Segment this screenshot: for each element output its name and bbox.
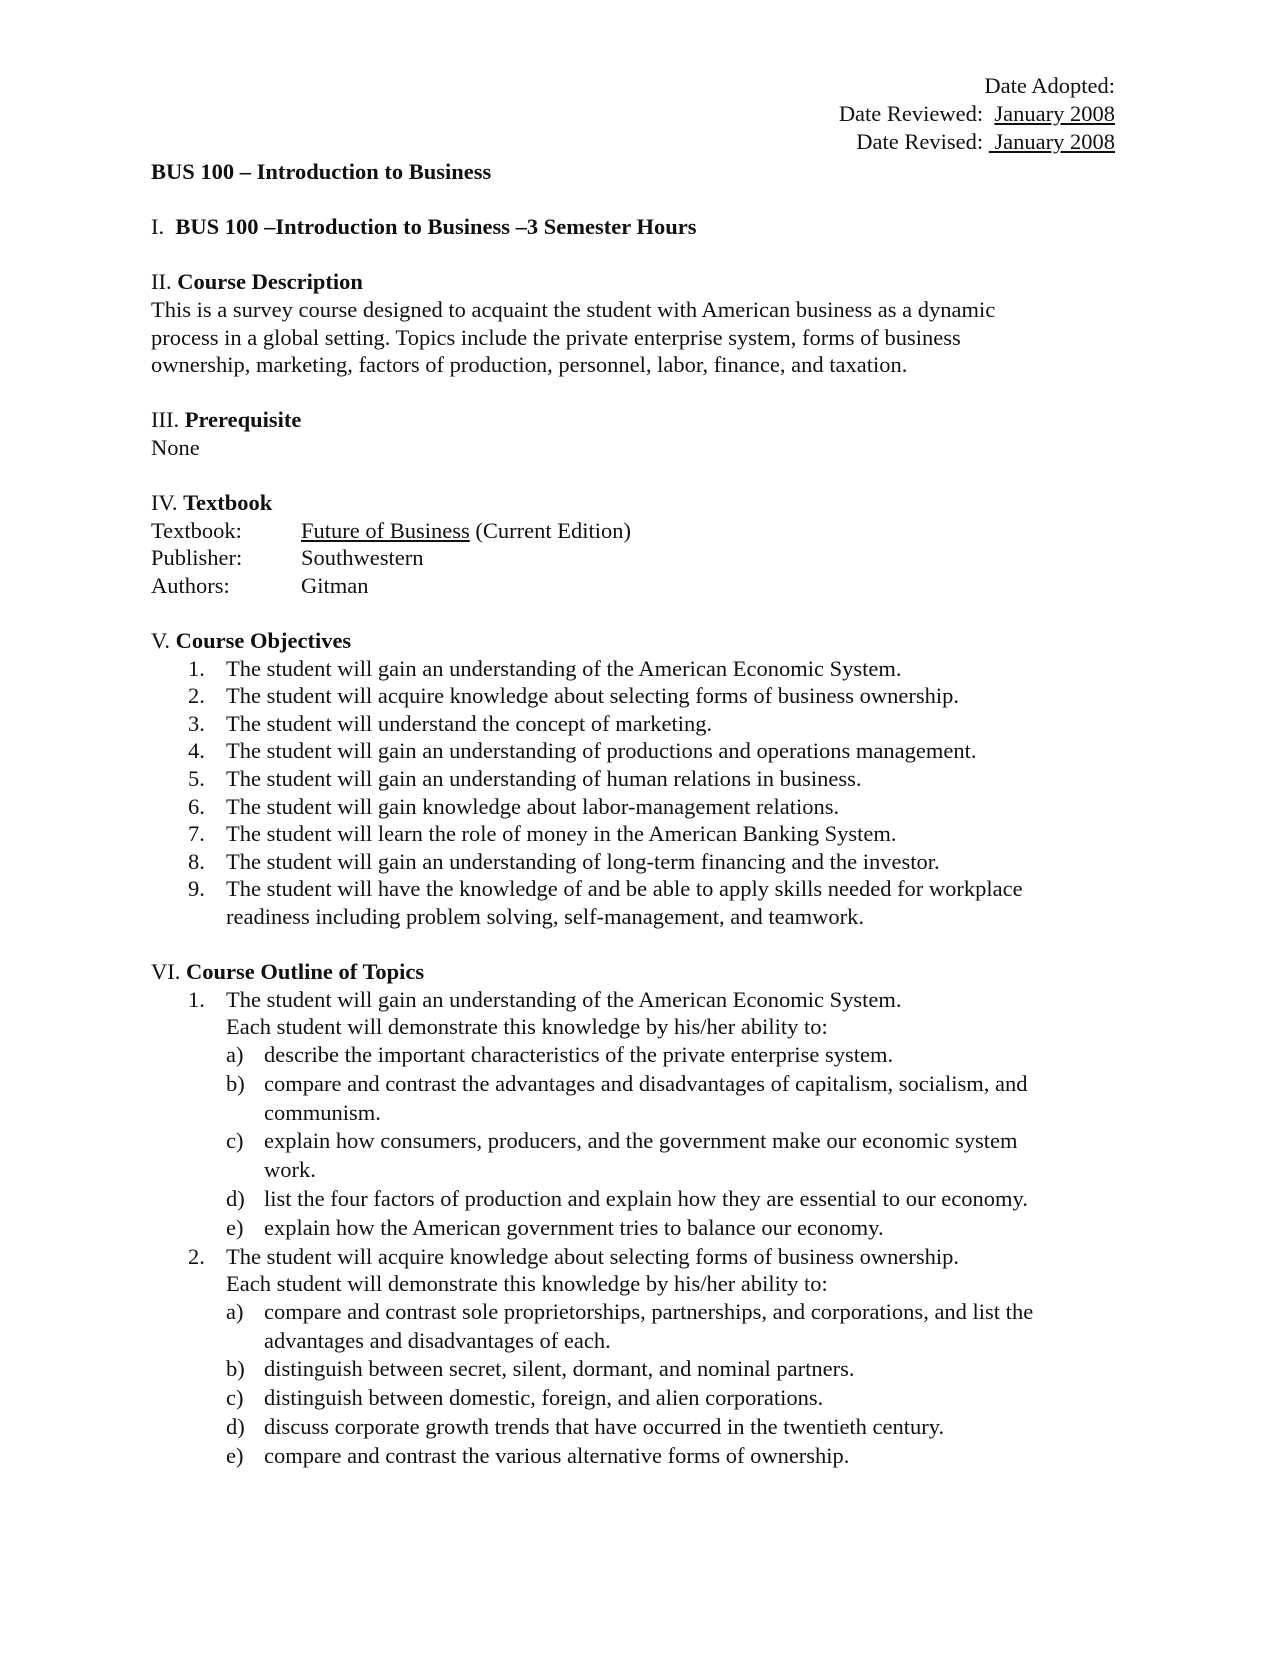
document-title: BUS 100 – Introduction to Business — [151, 159, 492, 184]
subitem — [151, 1298, 1104, 1356]
subitem — [151, 1384, 1131, 1413]
subitem-text: distinguish between secret, silent, dormant, and nominal partners. — [264, 1356, 855, 1382]
list-item-text: The student will gain an understanding of long-term financing and the investor. — [226, 848, 940, 874]
section-1-title: BUS 100 –Introduction to Business –3 Semester Hours — [175, 214, 697, 240]
subitem-text: list the four factors of production and explain how they are essential to our economy. — [264, 1185, 1028, 1211]
topics-list — [151, 986, 1131, 1041]
list-item — [151, 737, 1131, 765]
section-2-numeral: II. — [151, 269, 172, 295]
subitem — [151, 1442, 1131, 1471]
textbook-row — [151, 517, 1131, 545]
date-reviewed-line — [839, 100, 1115, 128]
objectives-list — [151, 655, 1131, 931]
date-adopted-line — [839, 72, 1115, 100]
list-item-number: 2. — [188, 683, 205, 709]
section-3-title: Prerequisite — [184, 407, 302, 433]
list-item — [151, 793, 1131, 821]
subitem-letter: e) — [226, 1214, 244, 1240]
topic-number: 2. — [188, 1243, 205, 1269]
topic-intro: Each student will demonstrate this knowledge by his/her ability to: — [226, 1271, 828, 1297]
textbook-row-label: Textbook: — [151, 517, 242, 543]
list-item-text: The student will gain knowledge about labor-management relations. — [226, 793, 840, 819]
subitem-text: distinguish between domestic, foreign, and alien corporations. — [264, 1385, 824, 1411]
subitem-letter: e) — [226, 1442, 244, 1468]
topic-1-subitems — [151, 1041, 1121, 1243]
section-3-heading — [151, 406, 1131, 434]
list-item-text: The student will understand the concept of marketing. — [226, 710, 713, 736]
section-5-numeral: V. — [151, 628, 170, 654]
list-item — [151, 710, 1131, 738]
date-revised-value: January 2008 — [988, 129, 1115, 154]
topic-text: The student will acquire knowledge about selecting forms of business ownership. — [226, 1243, 959, 1269]
section-1-numeral: I. — [151, 214, 165, 240]
subitem — [151, 1355, 1131, 1384]
list-item-text: The student will gain an understanding of the American Economic System. — [226, 655, 902, 681]
subitem-text: explain how consumers, producers, and the government make our economic system work. — [264, 1128, 1018, 1183]
list-item-number: 9. — [188, 876, 205, 902]
course-description-text: This is a survey course designed to acquaint the student with American business as a dynamic process in a global setting. Topics include the private enterprise system, forms of business ownership, marketing, factors of production, personnel, labor, finance, and taxation. — [151, 296, 996, 378]
date-adopted-label: Date Adopted: — [984, 73, 1115, 98]
topic-2-subitems — [151, 1298, 1131, 1471]
list-item-text: The student will acquire knowledge about selecting forms of business ownership. — [226, 683, 959, 709]
list-item-text: The student will gain an understanding of human relations in business. — [226, 766, 862, 792]
date-reviewed-label: Date Reviewed: — [838, 101, 984, 126]
topic-text: The student will gain an understanding of the American Economic System. — [226, 986, 902, 1012]
publisher-row-label: Publisher: — [151, 545, 243, 571]
subitem-text: discuss corporate growth trends that have occurred in the twentieth century. — [264, 1413, 945, 1439]
section-2-heading — [151, 268, 1131, 296]
date-reviewed-value: January 2008 — [994, 101, 1115, 126]
list-item — [151, 820, 1131, 848]
list-item-number: 5. — [188, 766, 205, 792]
section-6-numeral: VI. — [151, 959, 181, 985]
prerequisite-text: None — [151, 434, 200, 460]
list-item-number: 8. — [188, 848, 205, 874]
subitem-letter: b) — [226, 1070, 245, 1096]
list-item-number: 1. — [188, 655, 205, 681]
textbook-edition: (Current Edition) — [469, 517, 631, 543]
topic-item — [151, 986, 1131, 1041]
subitem-letter: c) — [226, 1385, 244, 1411]
authors-row-label: Authors: — [151, 572, 230, 598]
topics-list-continued — [151, 1243, 1131, 1298]
subitem — [151, 1127, 1064, 1185]
section-4-numeral: IV. — [151, 490, 178, 516]
list-item — [151, 765, 1131, 793]
section-6-heading — [151, 958, 1131, 986]
section-5-heading — [151, 627, 1131, 655]
subitem — [151, 1185, 1064, 1214]
subitem-text: compare and contrast the advantages and disadvantages of capitalism, socialism, and communism. — [264, 1070, 1028, 1125]
subitem — [151, 1041, 1121, 1070]
publisher-value: Southwestern — [301, 545, 424, 571]
section-1-heading — [151, 213, 1131, 241]
date-block — [839, 72, 1115, 156]
section-5-title: Course Objectives — [175, 628, 352, 654]
authors-value: Gitman — [301, 572, 369, 598]
topic-number: 1. — [188, 986, 205, 1012]
document-body — [151, 158, 1131, 1471]
publisher-row — [151, 544, 1131, 572]
date-revised-line — [839, 128, 1115, 156]
list-item — [151, 875, 1106, 930]
section-6-title: Course Outline of Topics — [186, 959, 425, 985]
list-item — [151, 682, 1131, 710]
section-3-numeral: III. — [151, 407, 180, 433]
subitem-letter: a) — [226, 1298, 244, 1324]
list-item — [151, 655, 1131, 683]
section-4-heading — [151, 489, 1131, 517]
subitem — [151, 1070, 1034, 1128]
subitem-letter: c) — [226, 1128, 244, 1154]
list-item-number: 4. — [188, 738, 205, 764]
list-item-text: The student will have the knowledge of and be able to apply skills needed for workplace readiness including problem solving, self-management, and teamwork. — [226, 876, 1023, 930]
list-item — [151, 848, 1131, 876]
subitem-text: compare and contrast the various alternative forms of ownership. — [264, 1442, 850, 1468]
list-item-number: 7. — [188, 821, 205, 847]
subitem — [151, 1214, 1121, 1243]
subitem-letter: d) — [226, 1185, 245, 1211]
subitem-text: compare and contrast sole proprietorships, partnerships, and corporations, and list the advantages and disadvantages of each. — [264, 1298, 1034, 1353]
section-2-title: Course Description — [177, 269, 363, 295]
subitem-letter: b) — [226, 1356, 245, 1382]
topic-item — [151, 1243, 1131, 1298]
list-item-text: The student will learn the role of money in the American Banking System. — [226, 821, 897, 847]
subitem-letter: a) — [226, 1042, 244, 1067]
list-item-number: 6. — [188, 793, 205, 819]
subitem — [151, 1413, 1131, 1442]
section-4-title: Textbook — [183, 490, 273, 516]
authors-row — [151, 572, 1131, 600]
topic-intro: Each student will demonstrate this knowledge by his/her ability to: — [226, 1014, 828, 1040]
list-item-number: 3. — [188, 710, 205, 736]
date-revised-label: Date Revised: — [856, 129, 984, 154]
subitem-text: explain how the American government tries to balance our economy. — [264, 1214, 884, 1240]
subitem-text: describe the important characteristics of the private enterprise system. — [264, 1042, 894, 1067]
list-item-text: The student will gain an understanding of productions and operations management. — [226, 738, 977, 764]
textbook-title: Future of Business — [301, 517, 470, 543]
subitem-letter: d) — [226, 1413, 245, 1439]
